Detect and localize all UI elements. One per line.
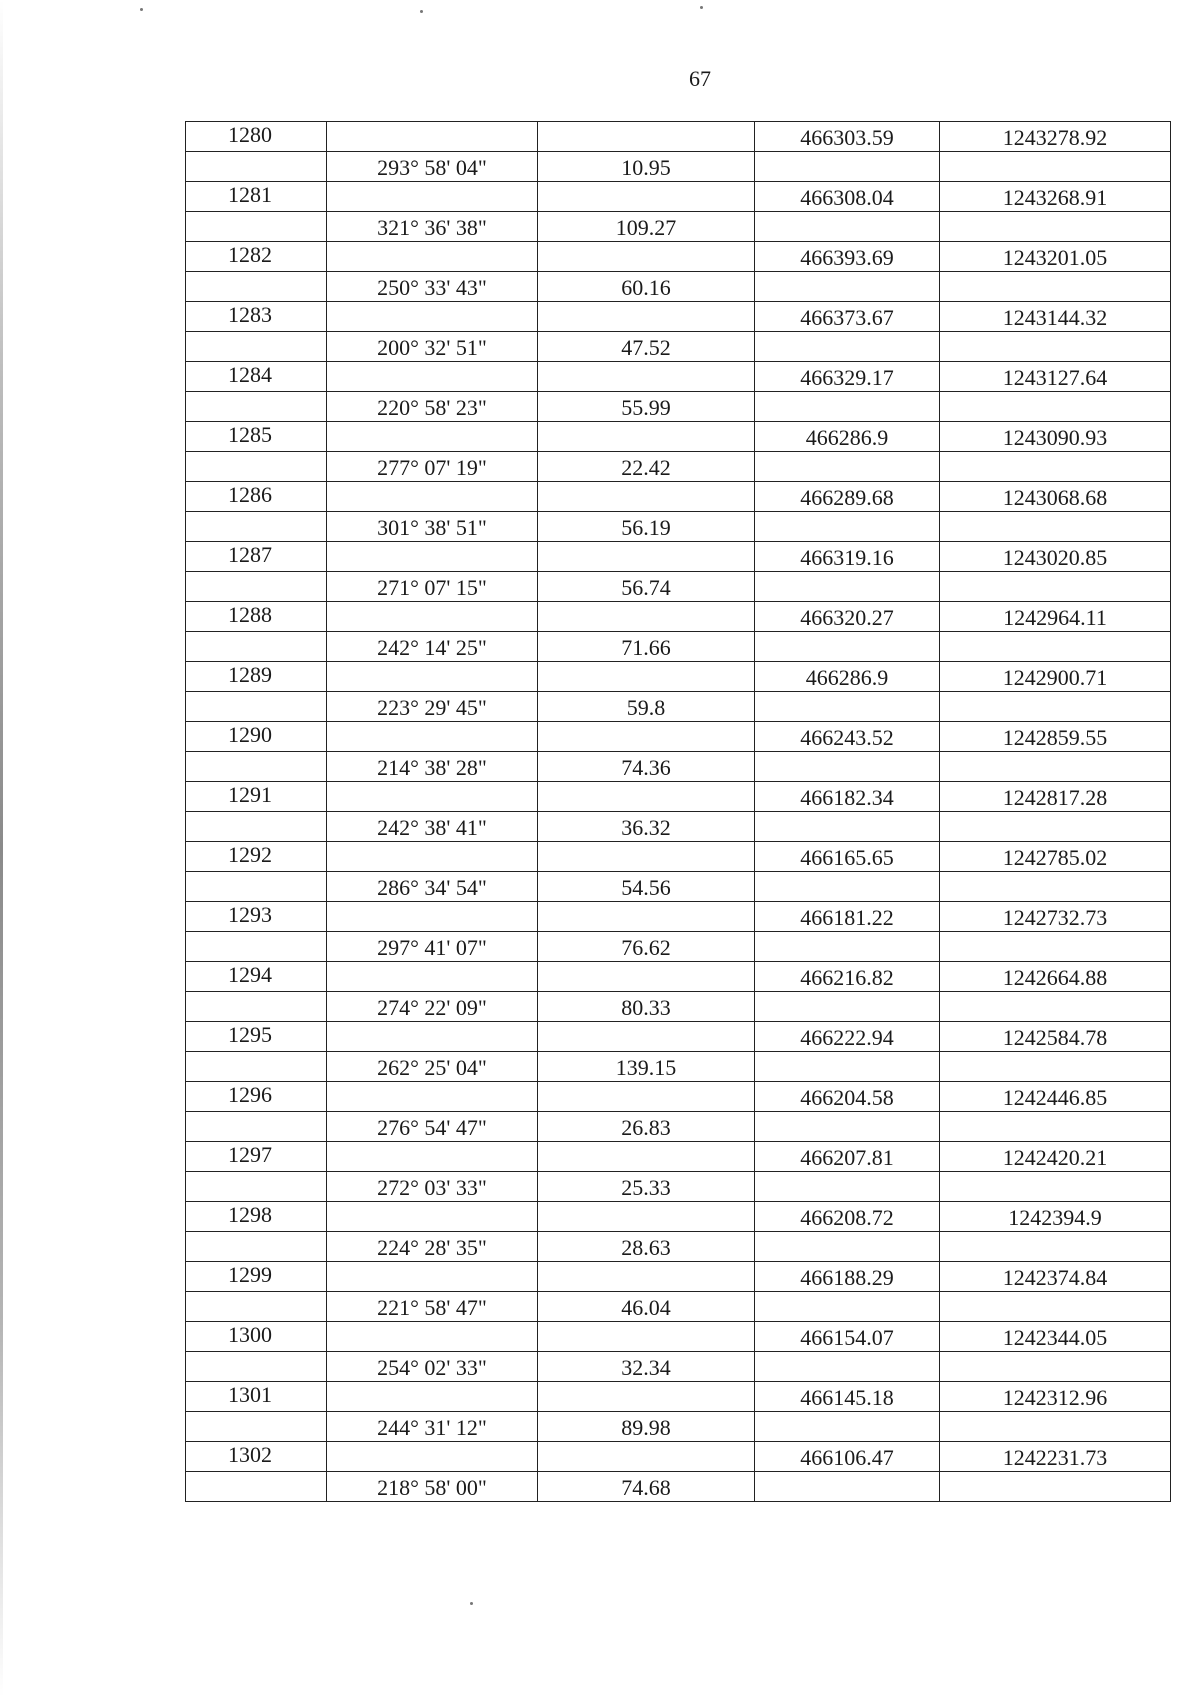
bearing-row [186,572,1171,602]
empty-cell [538,1322,755,1352]
scan-speck [700,6,703,9]
empty-cell [538,1082,755,1112]
empty-cell [327,782,538,812]
empty-cell [327,842,538,872]
station-row [186,902,1171,932]
bearing-cell: 242° 14' 25" [327,632,538,662]
northing-cell: 1242420.21 [940,1142,1171,1172]
bearing-row [186,1472,1171,1502]
northing-cell: 1242964.11 [940,602,1171,632]
easting-cell: 466329.17 [755,362,940,392]
bearing-row [186,632,1171,662]
empty-cell [186,392,327,422]
scan-speck [140,8,143,11]
empty-cell [538,902,755,932]
empty-cell [940,272,1171,302]
empty-cell [940,1232,1171,1262]
station-cell: 1283 [186,302,327,332]
empty-cell [755,872,940,902]
northing-cell: 1242817.28 [940,782,1171,812]
bearing-cell: 301° 38' 51" [327,512,538,542]
empty-cell [940,452,1171,482]
station-row [186,1202,1171,1232]
easting-cell: 466154.07 [755,1322,940,1352]
empty-cell [755,752,940,782]
survey-coordinates-table [185,121,1171,1502]
bearing-row [186,1292,1171,1322]
empty-cell [940,752,1171,782]
empty-cell [538,542,755,572]
distance-cell: 54.56 [538,872,755,902]
station-row [186,242,1171,272]
distance-cell: 32.34 [538,1352,755,1382]
northing-cell: 1243068.68 [940,482,1171,512]
distance-cell: 47.52 [538,332,755,362]
empty-cell [327,242,538,272]
empty-cell [327,1382,538,1412]
empty-cell [538,1262,755,1292]
bearing-cell: 220° 58' 23" [327,392,538,422]
bearing-row [186,992,1171,1022]
empty-cell [940,692,1171,722]
distance-cell: 26.83 [538,1112,755,1142]
station-cell: 1280 [186,122,327,152]
bearing-row [186,332,1171,362]
easting-cell: 466182.34 [755,782,940,812]
empty-cell [940,332,1171,362]
empty-cell [755,1292,940,1322]
distance-cell: 46.04 [538,1292,755,1322]
easting-cell: 466243.52 [755,722,940,752]
station-cell: 1289 [186,662,327,692]
bearing-cell: 262° 25' 04" [327,1052,538,1082]
empty-cell [755,1412,940,1442]
scan-edge-shadow [0,0,3,1697]
bearing-row [186,212,1171,242]
empty-cell [538,1142,755,1172]
northing-cell: 1242664.88 [940,962,1171,992]
distance-cell: 36.32 [538,812,755,842]
distance-cell: 55.99 [538,392,755,422]
bearing-row [186,392,1171,422]
bearing-cell: 293° 58' 04" [327,152,538,182]
station-cell: 1282 [186,242,327,272]
distance-cell: 71.66 [538,632,755,662]
station-row [186,362,1171,392]
bearing-row [186,1232,1171,1262]
empty-cell [538,842,755,872]
distance-cell: 10.95 [538,152,755,182]
station-cell: 1297 [186,1142,327,1172]
station-cell: 1302 [186,1442,327,1472]
empty-cell [538,962,755,992]
empty-cell [940,1052,1171,1082]
distance-cell: 76.62 [538,932,755,962]
station-row [186,602,1171,632]
station-row [186,1262,1171,1292]
empty-cell [755,572,940,602]
northing-cell: 1243278.92 [940,122,1171,152]
easting-cell: 466145.18 [755,1382,940,1412]
empty-cell [186,1052,327,1082]
station-cell: 1301 [186,1382,327,1412]
empty-cell [186,332,327,362]
bearing-row [186,1172,1171,1202]
northing-cell: 1242584.78 [940,1022,1171,1052]
empty-cell [538,662,755,692]
empty-cell [327,1142,538,1172]
easting-cell: 466286.9 [755,422,940,452]
empty-cell [327,422,538,452]
distance-cell: 60.16 [538,272,755,302]
empty-cell [327,1202,538,1232]
empty-cell [538,602,755,632]
distance-cell: 89.98 [538,1412,755,1442]
empty-cell [755,212,940,242]
northing-cell: 1243201.05 [940,242,1171,272]
distance-cell: 28.63 [538,1232,755,1262]
empty-cell [755,332,940,362]
easting-cell: 466303.59 [755,122,940,152]
easting-cell: 466222.94 [755,1022,940,1052]
bearing-row [186,812,1171,842]
bearing-row [186,932,1171,962]
empty-cell [755,1472,940,1502]
empty-cell [755,1232,940,1262]
empty-cell [186,872,327,902]
bearing-row [186,152,1171,182]
easting-cell: 466165.65 [755,842,940,872]
bearing-row [186,1412,1171,1442]
empty-cell [755,1112,940,1142]
bearing-cell: 321° 36' 38" [327,212,538,242]
bearing-cell: 271° 07' 15" [327,572,538,602]
northing-cell: 1242344.05 [940,1322,1171,1352]
distance-cell: 56.74 [538,572,755,602]
easting-cell: 466393.69 [755,242,940,272]
empty-cell [327,1322,538,1352]
empty-cell [755,272,940,302]
station-cell: 1295 [186,1022,327,1052]
distance-cell: 74.36 [538,752,755,782]
station-row [186,782,1171,812]
empty-cell [538,1202,755,1232]
station-cell: 1291 [186,782,327,812]
empty-cell [755,1172,940,1202]
empty-cell [755,992,940,1022]
distance-cell: 80.33 [538,992,755,1022]
station-row [186,962,1171,992]
bearing-row [186,452,1171,482]
empty-cell [186,1352,327,1382]
empty-cell [538,122,755,152]
page-number: 67 [689,66,711,91]
easting-cell: 466207.81 [755,1142,940,1172]
empty-cell [186,632,327,662]
empty-cell [538,182,755,212]
empty-cell [327,542,538,572]
bearing-cell: 276° 54' 47" [327,1112,538,1142]
empty-cell [538,422,755,452]
empty-cell [327,602,538,632]
northing-cell: 1243127.64 [940,362,1171,392]
empty-cell [538,1442,755,1472]
bearing-cell: 297° 41' 07" [327,932,538,962]
empty-cell [186,152,327,182]
station-cell: 1298 [186,1202,327,1232]
station-row [186,662,1171,692]
bearing-cell: 221° 58' 47" [327,1292,538,1322]
bearing-cell: 223° 29' 45" [327,692,538,722]
empty-cell [327,662,538,692]
bearing-cell: 244° 31' 12" [327,1412,538,1442]
empty-cell [186,932,327,962]
northing-cell: 1242900.71 [940,662,1171,692]
empty-cell [940,212,1171,242]
empty-cell [327,182,538,212]
empty-cell [940,1412,1171,1442]
distance-cell: 22.42 [538,452,755,482]
easting-cell: 466188.29 [755,1262,940,1292]
station-row [186,1322,1171,1352]
easting-cell: 466319.16 [755,542,940,572]
empty-cell [186,452,327,482]
empty-cell [940,932,1171,962]
station-cell: 1294 [186,962,327,992]
northing-cell: 1242446.85 [940,1082,1171,1112]
empty-cell [327,482,538,512]
empty-cell [327,1022,538,1052]
easting-cell: 466286.9 [755,662,940,692]
empty-cell [327,1082,538,1112]
bearing-row [186,512,1171,542]
station-row [186,302,1171,332]
empty-cell [940,512,1171,542]
empty-cell [940,152,1171,182]
station-row [186,182,1171,212]
bearing-row [186,872,1171,902]
northing-cell: 1242785.02 [940,842,1171,872]
empty-cell [186,752,327,782]
bearing-cell: 250° 33' 43" [327,272,538,302]
bearing-cell: 286° 34' 54" [327,872,538,902]
empty-cell [327,1262,538,1292]
empty-cell [940,992,1171,1022]
bearing-row [186,1352,1171,1382]
northing-cell: 1243268.91 [940,182,1171,212]
northing-cell: 1242394.9 [940,1202,1171,1232]
empty-cell [755,1352,940,1382]
northing-cell: 1242231.73 [940,1442,1171,1472]
empty-cell [940,1172,1171,1202]
empty-cell [940,572,1171,602]
empty-cell [186,812,327,842]
bearing-row [186,272,1171,302]
empty-cell [186,512,327,542]
easting-cell: 466289.68 [755,482,940,512]
distance-cell: 74.68 [538,1472,755,1502]
empty-cell [186,272,327,302]
bearing-cell: 274° 22' 09" [327,992,538,1022]
scan-speck [420,10,423,13]
table-body [186,122,1171,1502]
empty-cell [755,632,940,662]
station-cell: 1286 [186,482,327,512]
bearing-cell: 218° 58' 00" [327,1472,538,1502]
bearing-cell: 277° 07' 19" [327,452,538,482]
station-cell: 1300 [186,1322,327,1352]
empty-cell [538,1022,755,1052]
station-row [186,422,1171,452]
empty-cell [186,1232,327,1262]
empty-cell [186,992,327,1022]
empty-cell [940,872,1171,902]
easting-cell: 466181.22 [755,902,940,932]
empty-cell [940,392,1171,422]
station-row [186,842,1171,872]
empty-cell [940,632,1171,662]
station-cell: 1284 [186,362,327,392]
empty-cell [755,812,940,842]
empty-cell [186,692,327,722]
station-cell: 1290 [186,722,327,752]
empty-cell [755,512,940,542]
empty-cell [755,392,940,422]
empty-cell [755,152,940,182]
station-row [186,542,1171,572]
bearing-cell: 200° 32' 51" [327,332,538,362]
empty-cell [940,1352,1171,1382]
empty-cell [186,1172,327,1202]
empty-cell [538,242,755,272]
station-row [186,1142,1171,1172]
empty-cell [186,1472,327,1502]
distance-cell: 56.19 [538,512,755,542]
empty-cell [327,302,538,332]
empty-cell [327,962,538,992]
bearing-cell: 224° 28' 35" [327,1232,538,1262]
station-row [186,482,1171,512]
distance-cell: 59.8 [538,692,755,722]
bearing-cell: 254° 02' 33" [327,1352,538,1382]
empty-cell [538,1382,755,1412]
empty-cell [755,452,940,482]
empty-cell [186,212,327,242]
station-cell: 1296 [186,1082,327,1112]
empty-cell [538,782,755,812]
northing-cell: 1242732.73 [940,902,1171,932]
distance-cell: 109.27 [538,212,755,242]
northing-cell: 1243144.32 [940,302,1171,332]
northing-cell: 1242374.84 [940,1262,1171,1292]
station-row [186,1022,1171,1052]
empty-cell [186,1292,327,1322]
empty-cell [327,722,538,752]
bearing-row [186,1112,1171,1142]
easting-cell: 466106.47 [755,1442,940,1472]
bearing-row [186,692,1171,722]
station-cell: 1285 [186,422,327,452]
bearing-cell: 272° 03' 33" [327,1172,538,1202]
bearing-cell: 214° 38' 28" [327,752,538,782]
scan-speck [470,1602,473,1605]
empty-cell [538,482,755,512]
bearing-row [186,1052,1171,1082]
bearing-cell: 242° 38' 41" [327,812,538,842]
station-row [186,722,1171,752]
empty-cell [186,1412,327,1442]
empty-cell [538,302,755,332]
empty-cell [940,1472,1171,1502]
empty-cell [755,932,940,962]
empty-cell [327,362,538,392]
empty-cell [327,902,538,932]
empty-cell [940,1112,1171,1142]
empty-cell [186,572,327,602]
station-cell: 1281 [186,182,327,212]
station-cell: 1292 [186,842,327,872]
empty-cell [755,692,940,722]
station-row [186,1442,1171,1472]
empty-cell [940,812,1171,842]
empty-cell [327,122,538,152]
easting-cell: 466216.82 [755,962,940,992]
empty-cell [940,1292,1171,1322]
station-row [186,1382,1171,1412]
station-cell: 1299 [186,1262,327,1292]
northing-cell: 1242859.55 [940,722,1171,752]
empty-cell [327,1442,538,1472]
northing-cell: 1242312.96 [940,1382,1171,1412]
easting-cell: 466204.58 [755,1082,940,1112]
northing-cell: 1243020.85 [940,542,1171,572]
easting-cell: 466320.27 [755,602,940,632]
station-cell: 1288 [186,602,327,632]
empty-cell [186,1112,327,1142]
bearing-row [186,752,1171,782]
distance-cell: 25.33 [538,1172,755,1202]
empty-cell [538,362,755,392]
station-cell: 1287 [186,542,327,572]
easting-cell: 466373.67 [755,302,940,332]
empty-cell [755,1052,940,1082]
easting-cell: 466308.04 [755,182,940,212]
easting-cell: 466208.72 [755,1202,940,1232]
empty-cell [538,722,755,752]
distance-cell: 139.15 [538,1052,755,1082]
northing-cell: 1243090.93 [940,422,1171,452]
station-row [186,122,1171,152]
station-cell: 1293 [186,902,327,932]
station-row [186,1082,1171,1112]
